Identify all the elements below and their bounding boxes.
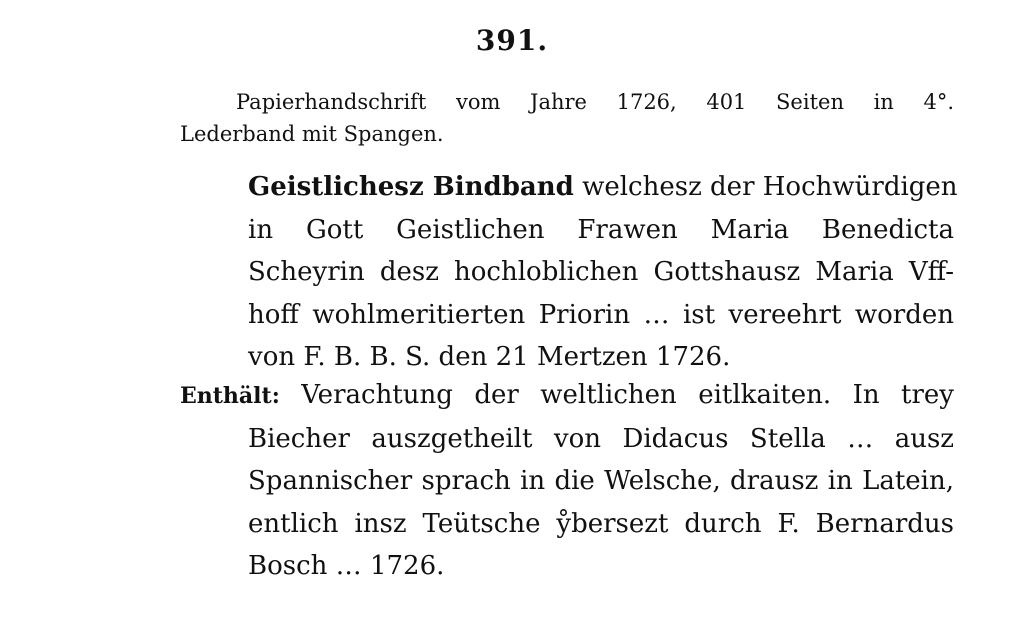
main-entry-line-2: in Gott Geistlichen Frawen Maria Benedicta xyxy=(248,214,954,245)
page-number: 391. xyxy=(475,24,549,57)
contents-label: Enthält: xyxy=(180,383,280,409)
main-entry-line-1 xyxy=(248,166,958,209)
entry-title: Geistlichesz Bindband xyxy=(248,172,574,202)
main-entry-line-1-text: welchesz der Hochwürdigen xyxy=(582,172,958,202)
contents-line-2: Biecher auszgetheilt von Didacus Stella … ausz xyxy=(248,423,954,454)
description-line-2: Lederband mit Spangen. xyxy=(180,122,444,146)
description-line-1: Papierhandschrift vom Jahre 1726, 401 Seiten in 4°. xyxy=(236,90,954,114)
contents-line-1-text: Verachtung der weltlichen eitlkaiten. In trey xyxy=(301,380,955,410)
contents-entry xyxy=(180,374,954,588)
contents-line-1 xyxy=(180,374,954,418)
contents-line-3: Spannischer sprach in die Welsche, drausz in Latein, xyxy=(248,466,954,496)
main-entry-line-3: Scheyrin desz hochloblichen Gottshausz Maria Vff- xyxy=(248,257,954,287)
main-entry xyxy=(248,166,958,379)
contents-line-4: entlich insz Teütsche ẙbersezt durch F. Bernardus xyxy=(248,508,954,539)
main-entry-line-4: hoff wohlmeritierten Priorin … ist vereehrt worden xyxy=(248,299,954,330)
contents-line-5: Bosch … 1726. xyxy=(248,551,445,581)
main-entry-line-5: von F. B. B. S. den 21 Mertzen 1726. xyxy=(248,342,731,372)
